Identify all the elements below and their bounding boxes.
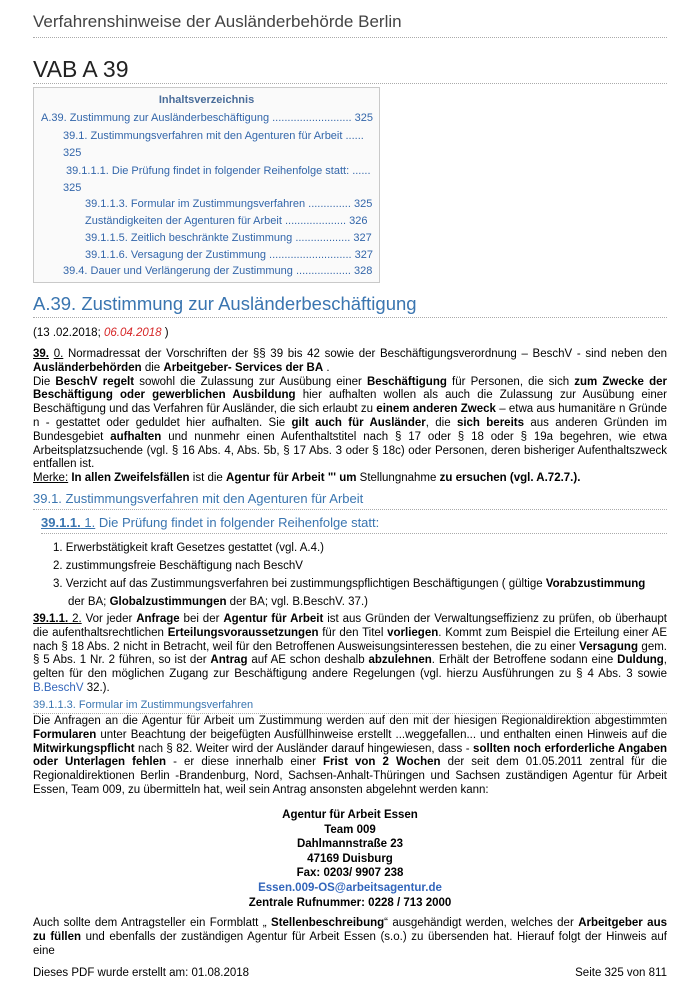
bold-text: zu ersuchen (vgl. A.72.7.). [439,472,581,485]
toc-link-a39[interactable]: A.39. Zustimmung zur Ausländerbeschäftigung .......................... 325 [41,112,373,124]
bold-text: Agentur für Arbeit "' um [226,472,357,485]
bold-text: einem anderen Zweck [376,403,496,416]
header-divider [33,37,667,38]
bold-text: gilt auch für Ausländer [291,416,426,429]
text: - er diese innerhalb einer [166,756,323,769]
bold-text: Mitwirkungspflicht [33,742,135,755]
address-line: Zentrale Rufnummer: 0228 / 713 2000 [248,896,452,909]
toc-link-39-1-1-1[interactable]: 39.1.1.1. Die Prüfung findet in folgender Reihenfolge statt: ...... [66,165,371,177]
address-line: Team 009 [324,823,376,836]
bold-text: Duldung [617,654,664,667]
beschv-link[interactable]: B.BeschV [33,681,84,694]
text: 3. Verzicht auf das Zustimmungsverfahren bei zustimmungspflichtigen Beschäftigungen ( gültige [53,578,546,590]
bold-text: aufhalten [110,430,162,443]
bold-text: vorliegen [387,626,439,639]
list-item-continued [68,596,368,608]
title-divider [33,83,667,84]
text: Die [33,375,56,388]
text: sowohl die Zulassung zur Ausübung einer [134,375,367,388]
section-divider [33,713,667,714]
toc-link-zustaendigkeiten[interactable]: Zuständigkeiten der Agenturen für Arbeit .................... 326 [85,215,368,227]
para-sub-number: 2. [68,613,82,625]
section-heading-39-1: 39.1. Zustimmungsverfahren mit den Agenturen für Arbeit [33,491,364,506]
text: der BA; [68,596,110,608]
table-of-contents [33,87,380,283]
bold-text: Globalzustimmungen [109,596,227,608]
text: für Personen, die sich [446,375,575,388]
bold-text: Beschäftigung [367,375,447,388]
text: unter Beachtung der beigefügten Ausfüllhinweise erstellt ...weggefallen... und enthalten einen Hinweis auf die [96,728,667,741]
list-item: 2. zustimmungsfreie Beschäftigung nach BeschV [53,560,303,572]
bold-text: abzulehnen [368,654,432,667]
section-divider [33,509,667,510]
list-item [53,578,645,590]
bold-text: sich bereits [456,416,524,429]
toc-link-39-1-1-3[interactable]: 39.1.1.3. Formular im Zustimmungsverfahren .............. 325 [85,198,373,210]
bold-text: Antrag [210,654,248,667]
date-text: (13 .02.2018; [33,327,104,339]
bold-text: Arbeitgeber- Services der BA [163,361,324,374]
text: der seit dem 01.05.2011 zentral für die Regionaldirektionen Berlin -Brandenburg, Nord, Sachsen-Anhalt-Thüringen und Sachsen zuständigen Agentur für Arbeit Essen, Team 009, zu übermitteln hat, weil sein Antrag ansonsten abgelehnt werden kann: [33,756,667,796]
bold-text: Versagung [579,640,638,653]
bold-text: Ausländerbehörden [33,361,142,374]
text: die [141,361,164,374]
bold-text: Anfrage [136,613,180,625]
footer-page-number: Seite 325 von 811 [575,967,667,979]
bold-text: sollten noch erforderliche Angaben oder Unterlagen fehlen [33,742,667,769]
section-title: Die Prüfung findet in folgender Reihenfolge statt: [95,515,380,530]
bold-text: Formularen [33,728,97,741]
text: und ebenfalls der zuständigen Agentur für Arbeit Essen (s.o.) zu übersenden hat. Hierauf folgt der Hinweis auf eine [33,930,667,957]
address-line: Agentur für Arbeit Essen [282,809,418,821]
para-number: 39.1.1. [33,613,69,625]
paragraph-formular [33,715,667,798]
address-line: Fax: 0203/ 9907 238 [296,867,404,880]
text: , gelten für den möglichen Zugang zur Beschäftigung andere Regelungen (vgl. hierzu Ausführungen zu § 4 Abs. 3 sowie [33,654,667,681]
text: aus anderen Gründen im Bundesgebiet [33,416,667,443]
text: Die Anfragen an die Agentur für Arbeit um Zustimmung werden auf den mit der hiesigen Regionaldirektion abgestimmten [33,715,667,727]
para-number: 39. [33,348,49,360]
list-item: 1. Erwerbstätigkeit kraft Gesetzes gestattet (vgl. A.4.) [53,542,325,554]
text: . Kommt zum Beispiel die Erteilung einer AE nach § 18 Abs. 2 nicht in Betracht, weil für den Betroffenen Ausweisungsinteressen bestehen, die zu einer [33,626,667,653]
text: , die [425,416,457,429]
text: Auch sollte dem Antragsteller ein Formblatt „ [33,917,272,929]
address-line: 47169 Duisburg [307,852,393,865]
text: 32.). [83,681,110,694]
bold-text: In allen Zweifelsfällen [68,472,190,485]
bold-text: Stellenbeschreibung [271,917,385,929]
text: gem. § 5 Abs. 1 Nr. 2 führen, so ist der [33,640,667,667]
text: nach § 82. Weiter wird der Ausländer darauf hingewiesen, dass - [134,742,474,755]
para-sub-number: 0. [53,348,64,360]
date-updated: 06.04.2018 [103,327,162,339]
date-close: ) [161,327,169,339]
text: Stellungnahme [356,472,440,485]
merke-label: Merke: [33,472,69,485]
toc-link-39-1-1-1-page[interactable]: 325 [63,182,82,194]
section-number: 39.1.1. [41,515,81,530]
text: Normadressat der Vorschriften der §§ 39 bis 42 sowie der Beschäftigungsverordnung – BeschV - sind neben den [63,348,667,360]
toc-link-39-1-page[interactable]: 325 [63,147,82,159]
text: ist die [189,472,227,485]
text: ist aus Gründen der Verwaltungseffizienz zu prüfen, ob überhaupt die aufenthaltsrechtlichen [33,613,667,639]
paragraph-39-1-1-2 [33,613,667,696]
text: hier aufhalten wollen als auch die Zulassung zur Ausübung einer Beschäftigung und das Verfahren für Ausländer, die sich erlaubt zu [33,389,667,416]
text: . [323,361,330,374]
section-heading-39-1-1 [41,515,379,530]
bold-text: Arbeitgeber aus zu füllen [33,917,667,943]
section-heading-39-1-1-3: 39.1.1.3. Formular im Zustimmungsverfahren [33,699,254,711]
paragraph-formblatt [33,917,667,958]
text: der BA; vgl. B.BeschV. 37.) [226,596,368,608]
bold-text: Erteilungsvoraussetzungen [167,626,319,639]
document-header-title: Verfahrenshinweise der Ausländerbehörde Berlin [33,12,402,31]
text: . Erhält der Betroffene sodann eine [431,654,618,667]
bold-text: zum Zwecke der Beschäftigung oder gewerblichen Ausbildung [33,375,667,402]
revision-dates [33,327,169,339]
address-block [33,808,667,910]
bold-text: Agentur für Arbeit [223,613,324,625]
text: – etwa aus humanitäre n Gründe n - gestattet oder geduldet hier aufhalten. Sie [33,403,668,429]
section-sub-number: 1. [80,515,96,530]
address-line: Dahlmannstraße 23 [296,838,404,851]
bold-text: Frist von 2 Wochen [322,756,441,769]
toc-link-39-4[interactable]: 39.4. Dauer und Verlängerung der Zustimmung .................. 328 [63,265,373,277]
page-title: VAB A 39 [33,56,129,82]
paragraph-39-0 [33,348,667,486]
toc-link-39-1-1-5[interactable]: 39.1.1.5. Zeitlich beschränkte Zustimmung .................. 327 [85,232,372,244]
text: Vor jeder [81,613,137,625]
toc-heading: Inhaltsverzeichnis [158,94,255,106]
text: und nunmehr einen Aufenthaltstitel nach § 17 oder § 18 oder § 19a begehren, wie etwa Arbeitsplatzsuchende (vgl. § 16 Abs. 4, Abs. 5b, § 17 Abs. 3 oder § 18c) oder Personen, deren bisheriger Aufenthaltszweck entfallen ist. [33,430,667,471]
email-link[interactable]: Essen.009-OS@arbeitsagentur.de [258,881,442,894]
text: “ ausgehändigt werden, welches der [384,917,579,929]
toc-link-39-1[interactable]: 39.1. Zustimmungsverfahren mit den Agenturen für Arbeit ...... [63,130,364,142]
footer-created-date: Dieses PDF wurde erstellt am: 01.08.2018 [33,967,250,979]
text: für den Titel [318,626,388,639]
bold-text: Vorabzustimmung [545,578,646,590]
section-divider [33,317,667,318]
toc-link-39-1-1-6[interactable]: 39.1.1.6. Versagung der Zustimmung ........................... 327 [85,249,373,261]
bold-text: BeschV regelt [55,375,135,388]
text: bei der [179,613,224,625]
section-heading-a39: A.39. Zustimmung zur Ausländerbeschäftigung [33,293,417,314]
section-divider [41,533,667,534]
text: auf AE schon deshalb [247,654,369,667]
